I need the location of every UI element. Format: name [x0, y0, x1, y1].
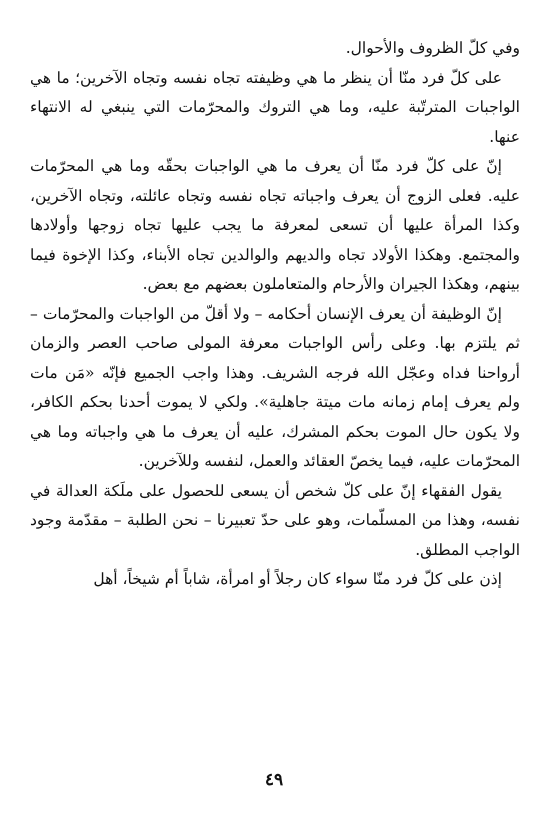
paragraph-4: إنّ الوظيفة أن يعرف الإنسان أحكامه – ولا أقلّ من الواجبات والمحرّمات – ثم يلتزم بها. وعلى رأس الواجبات معرفة المولى صاحب العصر والزمان أرواحنا فداه وعجّل الله فرجه الشريف. وهذا واجب الجميع فإنّه «مَن مات ولم يعرف إمام زمانه مات ميتة جاهلية». ولكي لا يموت أحدنا بحكم الكافر، ولا يكون حال الموت بحكم المشرك، عليه أن يعرف ما هي واجباته وما هي المحرّمات عليه، فيما يخصّ العقائد والعمل، لنفسه وللآخرين.	[30, 304, 520, 470]
paragraph-5: يقول الفقهاء إنّ على كلّ شخص أن يسعى للحصول على ملَكة العدالة في نفسه، وهذا من المسلّمات، وهو على حدّ تعبيرنا – نحن الطلبة – مقدّمة وجود الواجب المطلق.	[30, 481, 520, 559]
paragraph-6: إذن على كلّ فرد منّا سواء كان رجلاً أو امرأة، شاباً أم شيخاً، أهل	[93, 570, 502, 588]
paragraph-2: على كلّ فرد منّا أن ينظر ما هي وظيفته تجاه نفسه وتجاه الآخرين؛ ما هي الواجبات المترتّبة عليه، وما هي التروك والمحرّمات التي ينبغي له الانتهاء عنها.	[30, 68, 520, 146]
page-text	[30, 34, 520, 595]
page-number: ٤٩	[264, 770, 284, 790]
paragraph-3: إنّ على كلّ فرد منّا أن يعرف ما هي الواجبات بحقّه وما هي المحرّمات عليه. فعلى الزوج أن يعرف واجباته تجاه نفسه وتجاه عائلته، وتجاه الآخرين، وكذا المرأة عليها أن تسعى لمعرفة ما يجب عليها تجاه زوجها وأولادها والمجتمع. وهكذا الأولاد تجاه والديهم والوالدين تجاه الأبناء، وكذا الإخوة فيما بينهم، وهكذا الجيران والأرحام والمتعاملون بعضهم مع بعض.	[30, 157, 520, 293]
paragraph-1: وفي كلّ الظروف والأحوال.	[345, 39, 520, 57]
